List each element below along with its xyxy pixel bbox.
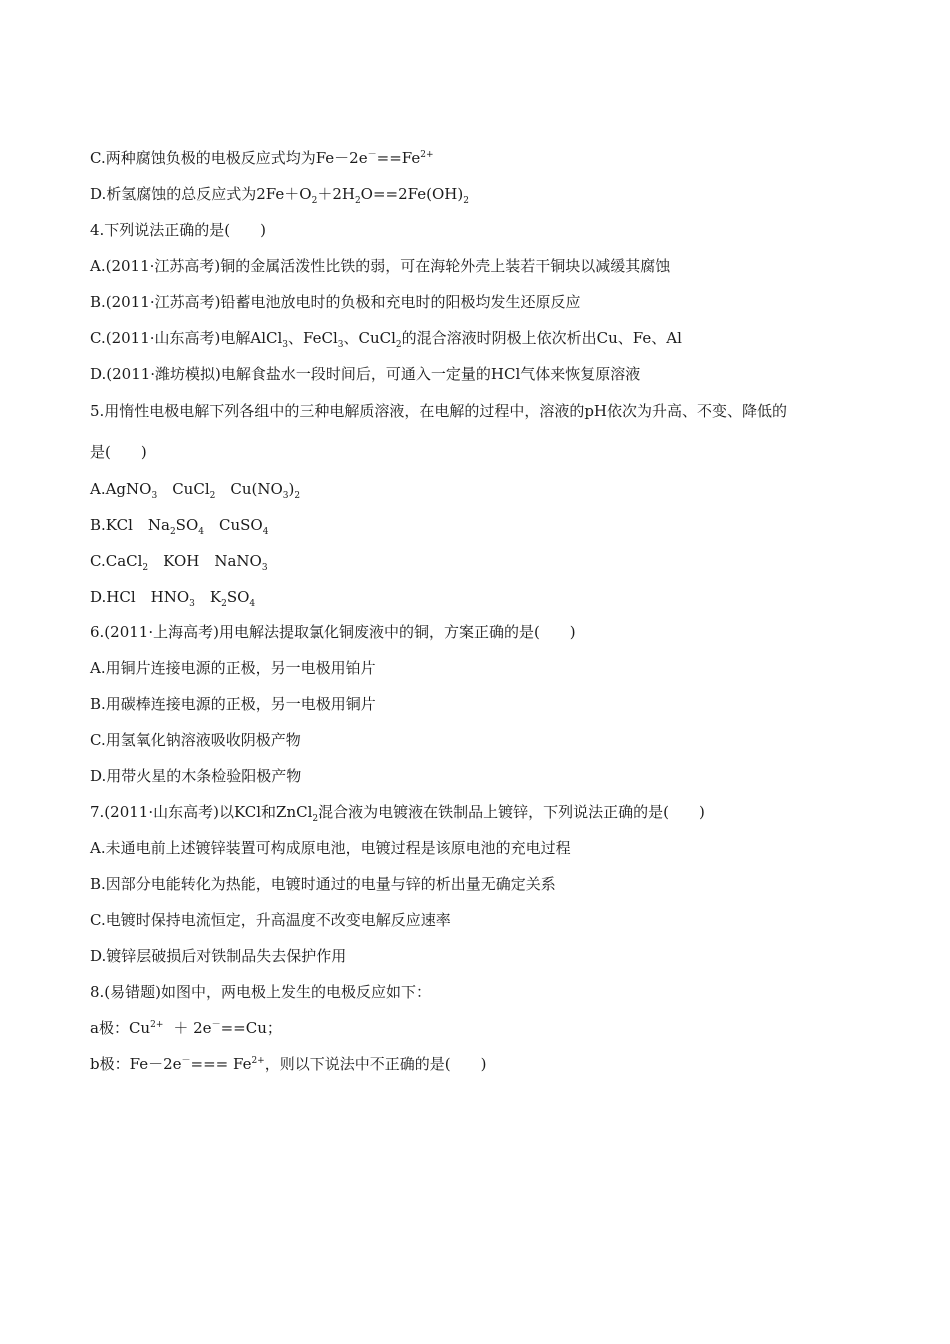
- option-4d: D.(2011·潍坊模拟)电解食盐水一段时间后，可通入一定量的HCl气体来恢复原溶液: [90, 365, 641, 383]
- option-6a: A.用铜片连接电源的正极，另一电极用铂片: [90, 659, 376, 677]
- option-5b: B.KCl $Na_2SO_4$ CuSO$_4$: [90, 516, 269, 537]
- question-5: 5.用惰性电极电解下列各组中的三种电解质溶液，在电解的过程中，溶液的pH依次为升高、不变、降低的: [90, 402, 787, 420]
- question-4: 4.下列说法正确的是( ): [90, 221, 267, 239]
- option-5a: A.AgNO$_3$ CuCl$_2$ $Cu(NO_3)_2$: [90, 480, 301, 501]
- option-4a: A.(2011·江苏高考)铜的金属活泼性比铁的弱，可在海轮外壳上装若干铜块以减缓其腐蚀: [90, 257, 671, 275]
- question-6: 6.(2011·上海高考)用电解法提取氯化铜废液中的铜，方案正确的是( ): [90, 623, 576, 641]
- option-7b: B.因部分电能转化为热能，电镀时通过的电量与锌的析出量无确定关系: [90, 875, 556, 893]
- option-7a: A.未通电前上述镀锌装置可构成原电池，电镀过程是该原电池的充电过程: [90, 839, 571, 857]
- question-8: 8.(易错题)如图中，两电极上发生的电极反应如下：: [90, 983, 432, 1001]
- option-6d: D.用带火星的木条检验阳极产物: [90, 767, 302, 785]
- option-7c: C.电镀时保持电流恒定，升高温度不改变电解反应速率: [90, 911, 451, 929]
- option-4b: B.(2011·江苏高考)铅蓄电池放电时的负极和充电时的阳极均发生还原反应: [90, 293, 581, 311]
- option-6c: C.用氢氧化钠溶液吸收阴极产物: [90, 731, 301, 749]
- question-5-continued: 是( ): [90, 443, 147, 461]
- option-3d: D.析氢腐蚀的总反应式为$2Fe+O_2+2H_2O==2Fe(OH)_2$: [90, 185, 469, 206]
- electrode-a-reaction: a极：$Cu^{2+} + 2e^-==Cu$；: [90, 1019, 282, 1037]
- option-5d: D.HCl $HNO_3$ $K_2SO_4$: [90, 588, 256, 609]
- option-3c: C.两种腐蚀负极的电极反应式均为$Fe-2e^-==Fe^{2+}$: [90, 149, 434, 167]
- question-7: 7.(2011·山东高考)以KCl和ZnCl$_2$混合液为电镀液在铁制品上镀锌，下列说法正确的是( ): [90, 803, 705, 824]
- option-7d: D.镀锌层破损后对铁制品失去保护作用: [90, 947, 347, 965]
- option-5c: C.CaCl$_2$ KOH NaNO$_3$: [90, 552, 268, 573]
- electrode-b-reaction: b极：$Fe-2e^-=== Fe^{2+}$，则以下说法中不正确的是( ): [90, 1055, 487, 1073]
- option-6b: B.用碳棒连接电源的正极，另一电极用铜片: [90, 695, 376, 713]
- option-4c: C.(2011·山东高考)电解AlCl$_3$、FeCl$_3$、CuCl$_2$的混合溶液时阴极上依次析出Cu、Fe、Al: [90, 329, 682, 350]
